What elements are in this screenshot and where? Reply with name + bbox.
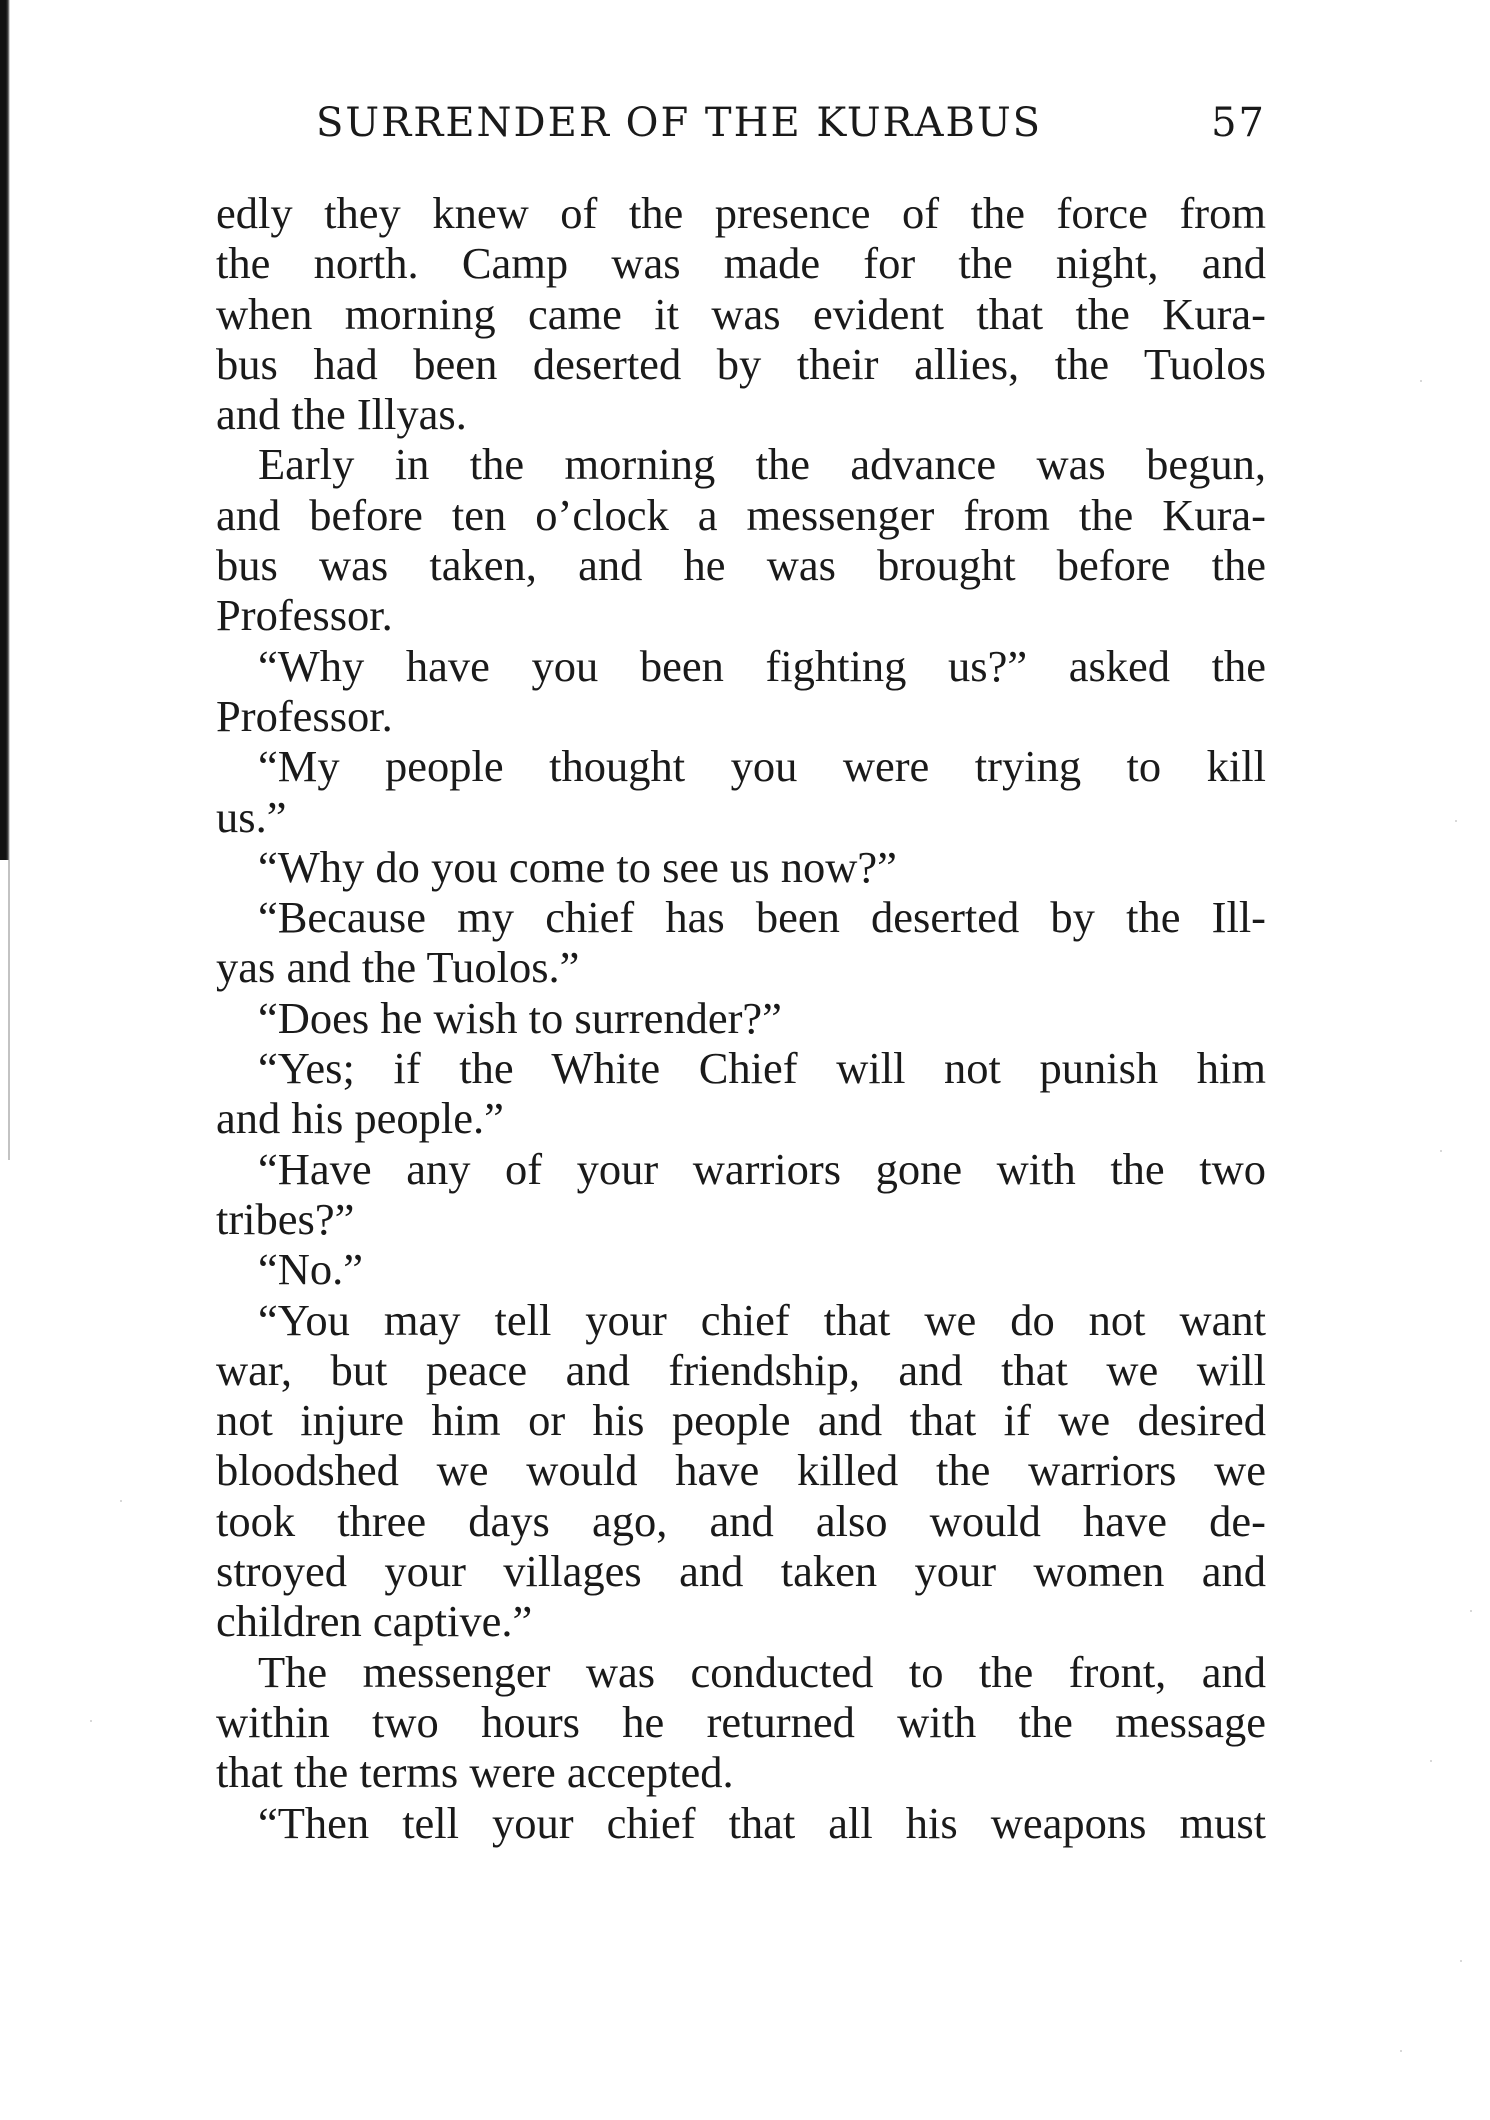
- scan-speck: [90, 1720, 92, 1722]
- text-line: and before ten o’clock a messenger from the Kura-: [216, 489, 1266, 540]
- text-line: took three days ago, and also would have de-: [216, 1495, 1266, 1546]
- text-line: “Have any of your warriors gone with the two: [258, 1143, 1266, 1194]
- scan-speck: [120, 1500, 122, 1502]
- text-line: “My people thought you were trying to kill: [258, 741, 1266, 792]
- scan-speck: [1430, 1760, 1432, 1762]
- text-line: “Does he wish to surrender?”: [258, 992, 782, 1043]
- text-line: “Why do you come to see us now?”: [258, 841, 897, 892]
- text-line: “Why have you been fighting us?” asked the: [258, 640, 1266, 691]
- binding-edge-shadow: [0, 0, 10, 860]
- scan-speck: [1440, 1150, 1442, 1152]
- scan-speck: [1420, 380, 1422, 382]
- scan-speck: [1470, 1610, 1472, 1612]
- text-line: Early in the morning the advance was begun,: [258, 439, 1266, 490]
- text-line: “No.”: [258, 1244, 364, 1295]
- text-line: bloodshed we would have killed the warriors we: [216, 1445, 1266, 1496]
- text-line: when morning came it was evident that the Kura-: [216, 288, 1266, 339]
- text-line: us.”: [216, 791, 287, 842]
- text-line: stroyed your villages and taken your women and: [216, 1546, 1266, 1597]
- text-line: Professor.: [216, 690, 393, 741]
- text-line: “Then tell your chief that all his weapons must: [258, 1797, 1266, 1848]
- text-line: edly they knew of the presence of the force from: [216, 188, 1266, 238]
- chapter-title: SURRENDER OF THE KURABUS: [316, 100, 1043, 146]
- text-line: bus had been deserted by their allies, the Tuolos: [216, 338, 1266, 389]
- text-line: war, but peace and friendship, and that we will: [216, 1344, 1266, 1395]
- text-line: bus was taken, and he was brought before the: [216, 540, 1266, 591]
- text-line: “You may tell your chief that we do not want: [258, 1294, 1266, 1345]
- text-line: Professor.: [216, 590, 393, 641]
- scan-speck: [1460, 1960, 1462, 1962]
- running-head: [316, 100, 1266, 160]
- text-line: yas and the Tuolos.”: [216, 942, 580, 993]
- text-line: the north. Camp was made for the night, and: [216, 238, 1266, 289]
- text-line: and the Illyas.: [216, 389, 467, 440]
- text-line: children captive.”: [216, 1596, 533, 1647]
- text-line: “Yes; if the White Chief will not punish him: [258, 1043, 1266, 1094]
- scan-speck: [1400, 2050, 1402, 2052]
- text-line: “Because my chief has been deserted by the Ill-: [258, 892, 1266, 943]
- text-line: tribes?”: [216, 1193, 355, 1244]
- binding-edge-faint: [8, 860, 10, 1160]
- text-line: The messenger was conducted to the front, and: [258, 1646, 1266, 1697]
- text-line: within two hours he returned with the message: [216, 1696, 1266, 1747]
- text-line: that the terms were accepted.: [216, 1747, 734, 1798]
- scan-speck: [1455, 820, 1457, 822]
- text-line: and his people.”: [216, 1093, 504, 1144]
- body-text: [216, 188, 1266, 1848]
- text-line: not injure him or his people and that if we desired: [216, 1395, 1266, 1446]
- page-number: 57: [1211, 100, 1266, 146]
